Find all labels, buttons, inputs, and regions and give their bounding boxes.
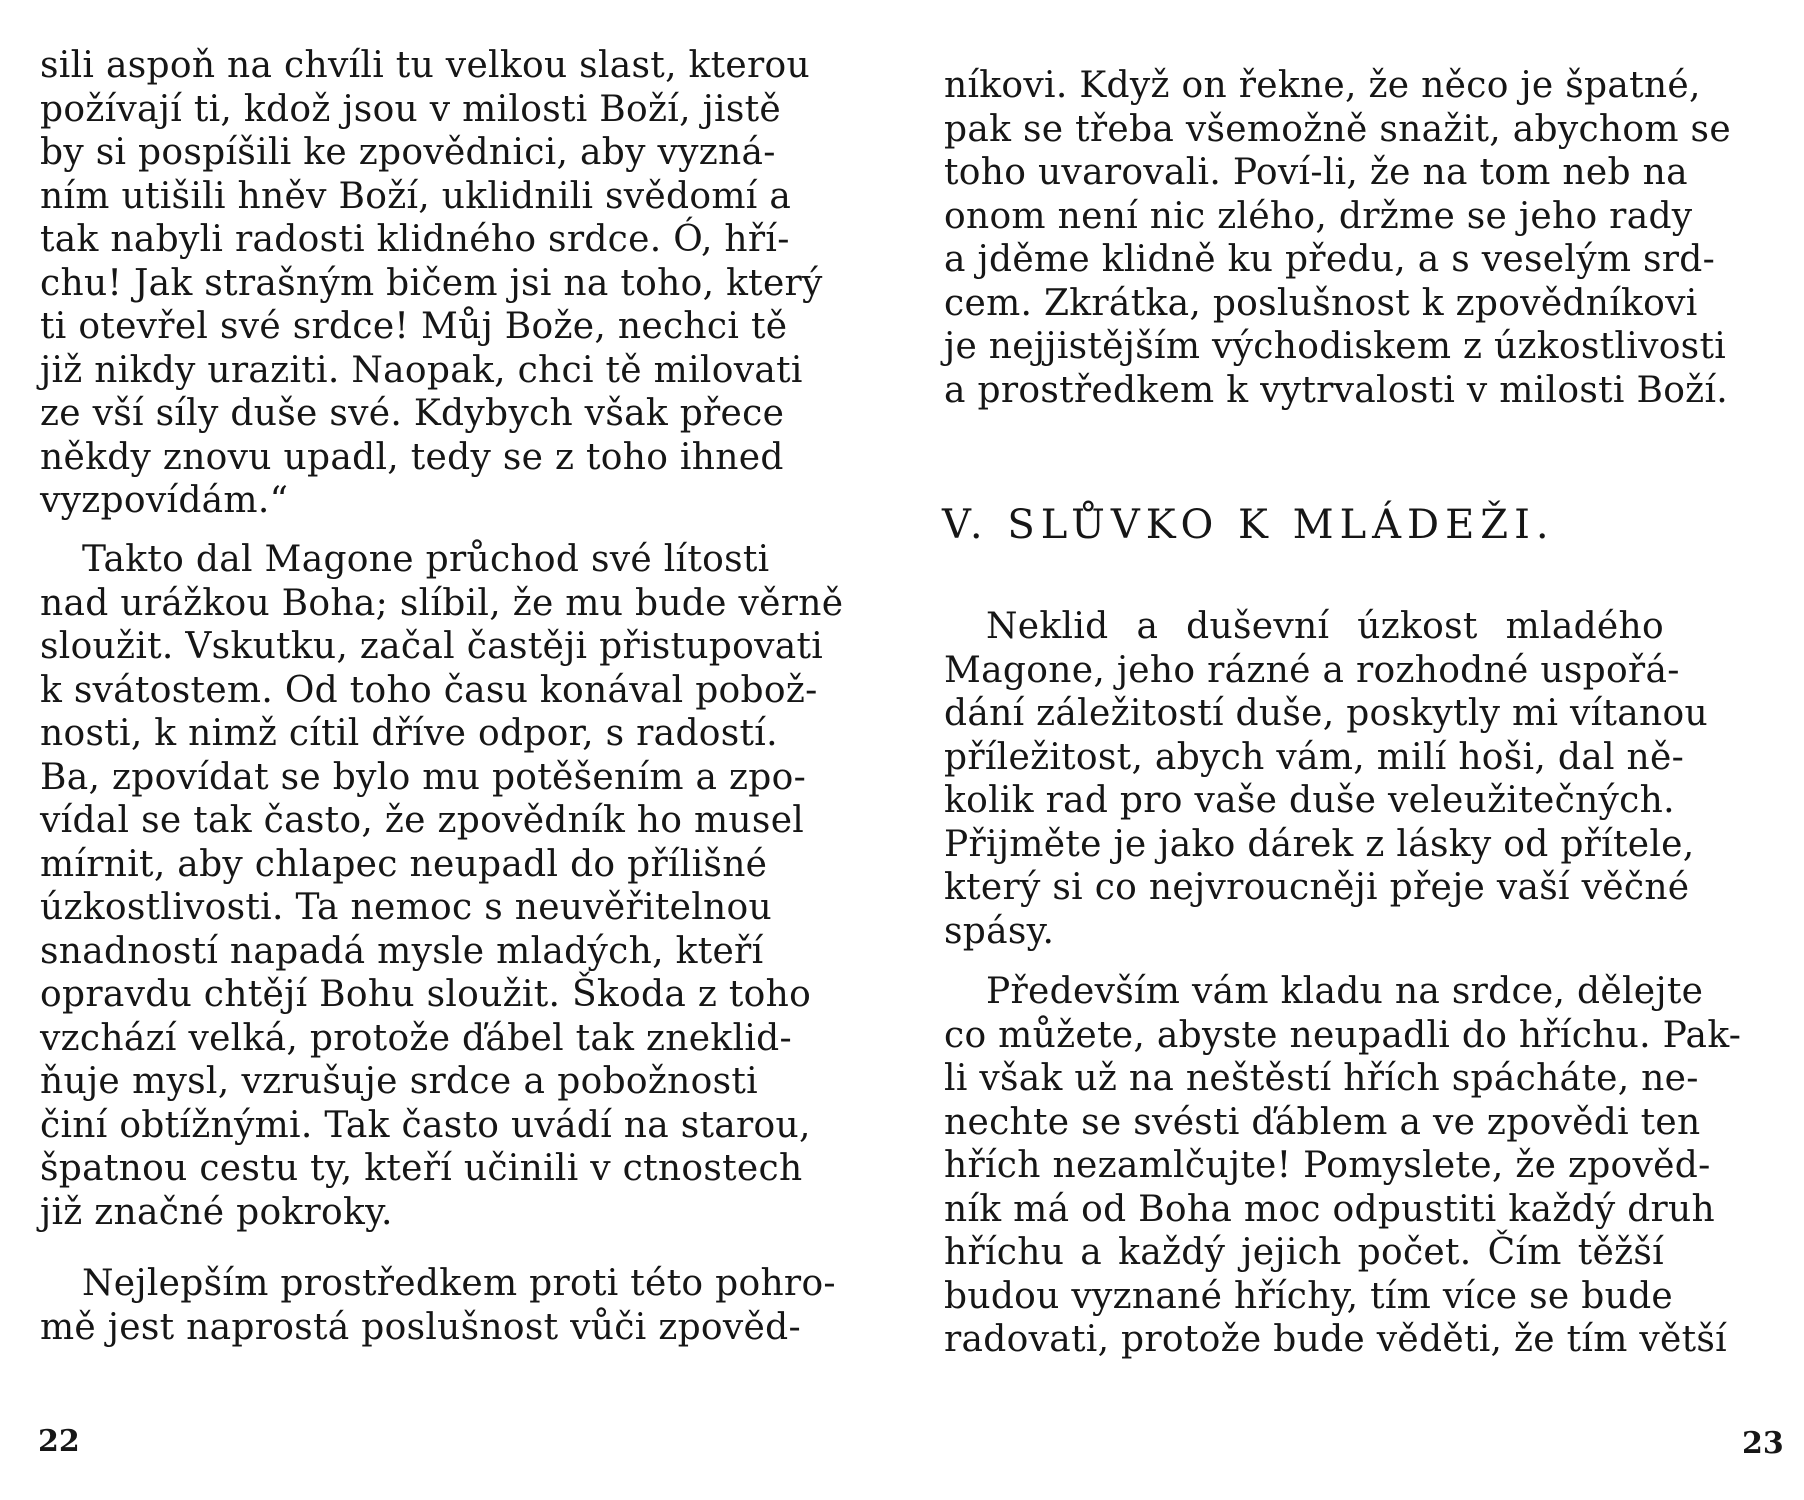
page-number-right: 23	[1742, 1426, 1784, 1461]
text-line: příležitost, abych vám, milí hoši, dal ně-	[944, 736, 1685, 778]
text-line: mě jest naprostá poslušnost vůči zpověd-	[40, 1306, 801, 1348]
text-line: Přijměte je jako dárek z lásky od přítele,	[944, 823, 1695, 865]
text-line: činí obtížnými. Tak často uvádí na starou,	[40, 1104, 811, 1146]
text-line: a jděme klidně ku předu, a s veselým srd-	[944, 239, 1716, 280]
text-line: hříchu a každý jejich počet. Čím těžší	[944, 1232, 1664, 1273]
right-paragraph-1	[944, 605, 1708, 953]
text-line: Ba, zpovídat se bylo mu potěšením a zpo-	[40, 756, 807, 798]
text-line: mírnit, aby chlapec neupadl do přílišné	[40, 843, 768, 885]
text-line: opravdu chtějí Bohu sloužit. Škoda z toho	[40, 974, 812, 1015]
left-paragraph-1	[40, 44, 823, 523]
text-line: vídal se tak často, že zpovědník ho musel	[40, 800, 805, 841]
left-paragraph-3	[40, 1262, 836, 1349]
page-number-left: 22	[38, 1424, 80, 1459]
text-line: a prostředkem k vytrvalosti v milosti Boží.	[944, 369, 1728, 411]
text-line: Především vám kladu na srdce, dělejte	[986, 971, 1704, 1012]
text-line: snadností napadá mysle mladých, kteří	[40, 930, 764, 972]
text-line: by si pospíšili ke zpovědnici, aby vyzná-	[40, 132, 776, 173]
text-line: nosti, k nimž cítil dříve odpor, s radostí.	[40, 713, 778, 754]
text-line: co můžete, abyste neupadli do hříchu. Pak-	[944, 1014, 1742, 1056]
text-line: Magone, jeho rázné a rozhodné uspořá-	[944, 649, 1680, 691]
text-line: který si co nejvroucněji přeje vaší věčné	[944, 867, 1690, 908]
text-line: Nejlepším prostředkem proti této pohro-	[82, 1263, 836, 1304]
text-line: úzkostlivosti. Ta nemoc s neuvěřitelnou	[40, 887, 772, 928]
text-line: níkovi. Když on řekne, že něco je špatné,	[944, 65, 1701, 106]
text-line: někdy znovu upadl, tedy se z toho ihned	[40, 436, 784, 478]
text-line: pak se třeba všemožně snažit, abychom se	[944, 108, 1731, 150]
text-line: je nejjistějším východiskem z úzkostlivosti	[944, 326, 1727, 367]
text-line: radovati, protože bude věděti, že tím větší	[944, 1319, 1727, 1360]
right-intro-paragraph	[944, 64, 1731, 412]
text-line: hřích nezamlčujte! Pomyslete, že zpověd-	[944, 1145, 1711, 1186]
text-line: již značné pokroky.	[40, 1191, 393, 1233]
text-line: ti otevřel své srdce! Můj Bože, nechci tě	[40, 306, 788, 347]
text-line: chu! Jak strašným bičem jsi na toho, který	[40, 262, 823, 304]
chapter-heading: V. SLŮVKO K MLÁDEŽI.	[942, 502, 1555, 548]
text-line: ňuje mysl, vzrušuje srdce a pobožnosti	[40, 1061, 758, 1102]
text-line: Takto dal Magone průchod své lítosti	[82, 539, 770, 580]
text-line: Neklid a duševní úzkost mladého	[986, 606, 1664, 647]
text-line: vyzpovídám.“	[40, 480, 289, 521]
text-line: špatnou cestu ty, kteří učinili v ctnostech	[40, 1148, 803, 1189]
left-paragraph-2	[40, 538, 844, 1234]
right-page	[902, 0, 1804, 1500]
text-line: cem. Zkrátka, poslušnost k zpovědníkovi	[944, 282, 1698, 324]
text-line: ze vší síly duše své. Kdybych však přece	[40, 393, 785, 434]
text-line: sili aspoň na chvíli tu velkou slast, kterou	[40, 45, 811, 86]
right-paragraph-2	[944, 970, 1742, 1362]
text-line: toho uvarovali. Poví-li, že na tom neb na	[944, 152, 1688, 193]
text-line: budou vyznané hříchy, tím více se bude	[944, 1275, 1674, 1317]
text-line: spásy.	[944, 910, 1055, 952]
text-line: ním utišili hněv Boží, uklidnili svědomí a	[40, 175, 792, 217]
text-line: k svátostem. Od toho času konával pobož-	[40, 669, 818, 711]
text-line: nad urážkou Boha; slíbil, že mu bude věrně	[40, 582, 844, 624]
text-line: požívají ti, kdož jsou v milosti Boží, jistě	[40, 88, 782, 130]
text-line: ník má od Boha moc odpustiti každý druh	[944, 1188, 1716, 1230]
text-line: nechte se svésti ďáblem a ve zpovědi ten	[944, 1101, 1701, 1143]
text-line: tak nabyli radosti klidného srdce. Ó, hří-	[40, 219, 790, 260]
text-line: kolik rad pro vaše duše veleužitečných.	[944, 780, 1675, 821]
text-line: onom není nic zlého, držme se jeho rady	[944, 195, 1693, 237]
text-line: sloužit. Vskutku, začal častěji přistupovati	[40, 626, 824, 667]
text-line: již nikdy uraziti. Naopak, chci tě milovati	[40, 349, 803, 391]
text-line: dání záležitostí duše, poskytly mi vítanou	[944, 693, 1708, 734]
text-line: li však už na neštěstí hřích spácháte, ne-	[944, 1058, 1699, 1099]
text-line: vzchází velká, protože ďábel tak zneklid-	[40, 1017, 792, 1059]
